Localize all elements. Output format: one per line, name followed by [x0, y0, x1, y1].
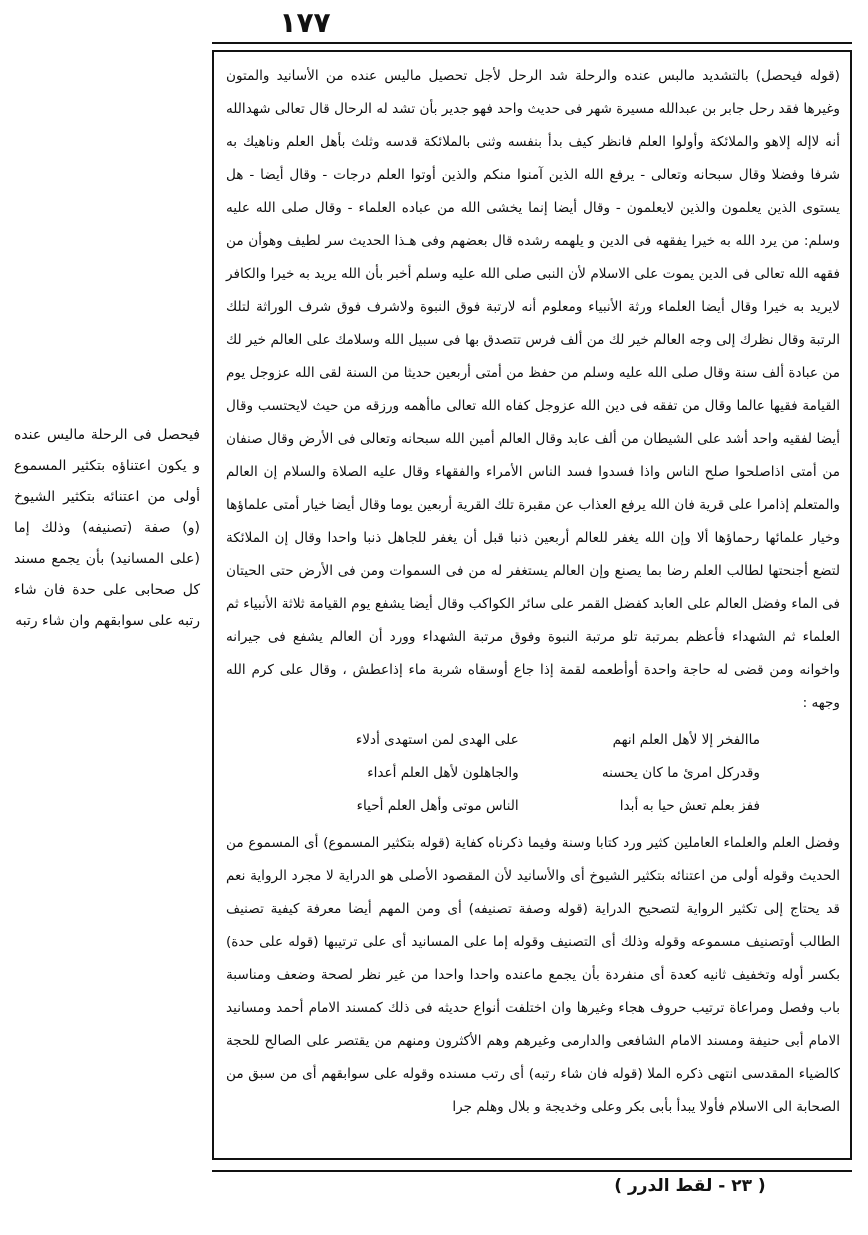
- verse-3-second-half: الناس موتى وأهل العلم أحياء: [356, 798, 519, 814]
- commentary-paragraph-1: (قوله فيحصل) بالتشديد مالبس عنده والرحلة شد الرحل لأجل تحصيل ماليس عنده من الأسانيد والمتون وغيرها فقد رحل جابر بن عبدالله مسيرة شهر فى حديث واحد فهو جدير بأن تشد له الرحال قال تعالى شهدالله أنه لاإله إلاهو والملائكة وأولوا العلم فانظر كيف بدأ بنفسه وثنى بالملائكة قدسه وثلث بأهل العلم وناهيك به شرفا وفضلا وقال سبحانه وتعالى - يرفع الله الذين آمنوا منكم والذين أوتوا العلم درجات - وقال أيضا - هل يستوى الذين يعلمون والذين لايعلمون - وقال أيضا إنما يخشى الله من عباده العلماء - وقال صلى الله عليه وسلم: من يرد الله به خيرا يفقهه فى الدين و يلهمه رشده قال بعضهم وفى هـذا الحديث سر لطيف وهوأن من فقهه الله تعالى فى الدين يموت على الاسلام لأن النبى صلى الله عليه وسلم أخبر بأن الله يريد به خيرا والكافر لايريد به خيرا وقال أيضا العلماء ورثة الأنبياء ومعلوم أنه لارتبة فوق النبوة ولاشرف فوق شرف الوراثة لتلك الرتبة وقال نظرك إلى وجه العالم خير لك من ألف فرس تتصدق بها فى سبيل الله وسلامك على العالم خير لك من عبادة ألف سنة وقال صلى الله عليه وسلم من حفظ من أمتى أربعين حديثا من السنة لقى الله عزوجل يوم القيامة فقيها عالما وقال من تفقه فى دين الله عزوجل كفاه الله تعالى ماأهمه ورزقه من حيث لايحتسب وقال أيضا لفقيه واحد أشد على الشيطان من ألف عابد وقال العالم أمين الله سبحانه وتعالى فى الأرض وقال صنفان من أمتى اذاصلحوا صلح الناس واذا فسدوا فسد الناس الأمراء والفقهاء وقال عليه الصلاة والسلام إن العالم والمتعلم إذامرا على قرية فان الله يرفع العذاب عن مقبرة تلك القرية أربعين يوما وقال أيضا خيار أمتى علماؤها وخيار علمائها رحماؤها ألا وإن الله يغفر للعالم أربعين ذنبا قبل أن يغفر للجاهل ذنبا واحدا وقال إن الملائكة لتضع أجنحتها لطالب العلم رضا بما يصنع وإن العالم يستغفر له من فى السموات ومن فى الأرض حتى الحيتان فى الماء وفضل العالم على العابد كفضل القمر على سائر الكواكب وقال أيضا يشفع يوم القيامة ثلاثة الأنبياء ثم العلماء ثم الشهداء فأعظم بمرتبة تلو مرتبة النبوة وفوق مرتبة الشهداء وورد أن العالم يشفع فى جيرانه واخوانه ومن قضى له حاجة واحدة أوأطعمه لقمة إذا جاع أوسقاه شربة ماء إذاعطش ، وقال على كرم الله وجهه :: [226, 68, 840, 711]
- verse-2-second-half: والجاهلون لأهل العلم أعداء: [367, 765, 519, 781]
- page-number: ١٧٧: [279, 6, 331, 39]
- verse-line-1: [296, 724, 760, 757]
- commentary-paragraph-2: وفضل العلم والعلماء العاملين كثير ورد كتابا وسنة وفيما ذكرناه كفاية (قوله بتكثير المسموع) أى المسموع من الحديث وقوله أولى من اعتنائه بتكثير الشيوخ أى والأسانيد لأن المقصود الأصلى هو الدراية لا مجرد الرواية نعم قد يحتاج إلى تكثير الرواية لتصحيح الدراية (قوله وصفة تصنيفه) أى ومن المهم أيضا معرفة كيفية تصنيف الطالب أوتصنيف مسموعه وقوله وذلك أى التصنيف وقوله إما على المسانيد أى على ترتيبها (قوله على حدة) بكسر أوله وتخفيف ثانيه كعدة أى منفردة بأن يجمع ماعنده واحدا واحدا من غير نظر لصحة وضعف ومناسبة باب وفصل ومراعاة ترتيب حروف هجاء وغيرها وان اختلفت أنواع حديثه فى ذلك كمسند الامام أحمد ومسانيد الامام أبى حنيفة ومسند الامام الشافعى والدارمى وغيرهم وهم الأكثرون ومنهم من يقتصر على الصالح للحجة كالضياء المقدسى انتهى ذكره الملا (قوله فان شاء رتبه) أى رتب مسنده وقوله على سوابقهم أى من سبق من الصحابة الى الاسلام فأولا يبدأ بأبى بكر وعلى وخديجة و بلال وهلم جرا: [226, 835, 840, 1115]
- verse-1-second-half: على الهدى لمن استهدى أدلاء: [355, 732, 519, 748]
- main-text-frame: [212, 50, 852, 1160]
- main-commentary: [226, 60, 840, 720]
- verse-line-3: [296, 790, 760, 823]
- page-footer: ( ٢٣ - لقط الدرر ): [614, 1176, 766, 1196]
- verse-1-first-half: ماالفخر إلا لأهل العلم انهم: [612, 732, 760, 748]
- header-rule: [212, 42, 852, 44]
- main-commentary-continued: [226, 827, 840, 1124]
- verse-2-first-half: وقدركل امرئ ما كان يحسنه: [601, 765, 760, 781]
- verse-3-first-half: ففز بعلم تعش حيا به أبدا: [619, 798, 760, 814]
- verse-line-2: [296, 757, 760, 790]
- poem: [296, 724, 840, 823]
- footer-rule: [212, 1170, 852, 1172]
- margin-base-text: فيحصل فى الرحلة ماليس عنده و يكون اعتناؤه بتكثير المسموع أولى من اعتنائه بتكثير الشيوخ (و) صفة (تصنيفه) وذلك إما (على المسانيد) بأن يجمع مسند كل صحابى على حدة فان شاء رتبه على سوابقهم وان شاء رتبه: [14, 427, 200, 629]
